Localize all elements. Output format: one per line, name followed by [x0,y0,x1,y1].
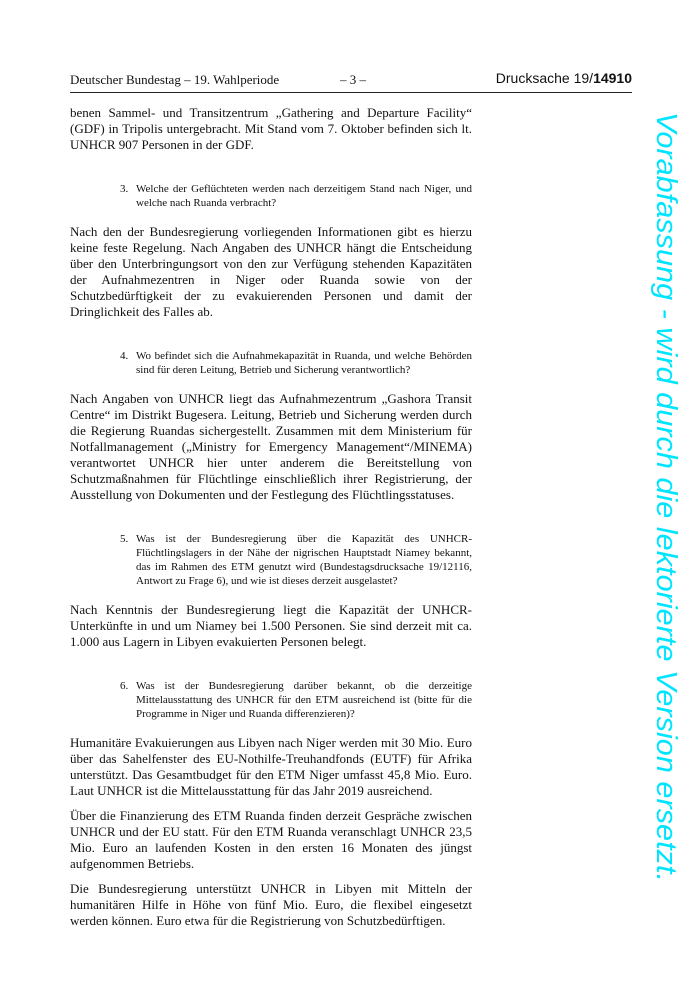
question-item [70,679,472,721]
answer-paragraph: benen Sammel- und Transitzentrum „Gathering and Departure Facility“ (GDF) in Tripolis untergebracht. Mit Stand vom 7. Oktober befinden sich lt. UNHCR 907 Personen in der GDF. [70,105,472,152]
answer-paragraph: Nach Kenntnis der Bundesregierung liegt die Kapazität der UNHCR-Unterkünfte in und um Niamey bei 1.500 Personen. Sie sind derzeit mit ca. 1.000 aus Lagern in Libyen evakuierten Personen belegt. [70,602,472,649]
question-number: 3. [120,183,129,195]
question-item [70,349,472,377]
answer-paragraph: Humanitäre Evakuierungen aus Libyen nach Niger werden mit 30 Mio. Euro über das Sahelfenster des EU-Nothilfe-Treuhandfonds (EUTF) für Afrika unterstützt. Das Gesamtbudget für den ETM Niger umfasst 45,8 Mio. Euro. Laut UNHCR ist die Mittelausstattung für das Jahr 2019 ausreichend. [70,735,472,798]
page-number: – 3 – [340,72,366,87]
question-text: Was ist der Bundesregierung darüber bekannt, ob die derzeitige Mittelausstattung des UNHCR für den ETM ausreichend ist (bitte für die Programme in Niger und Ruanda differenzieren)? [136,680,472,720]
question-item [70,182,472,210]
answer-paragraph: Nach Angaben von UNHCR liegt das Aufnahmezentrum „Gashora Transit Centre“ im Distrikt Bugesera. Leitung, Betrieb und Sicherung werden durch die Regierung Ruandas sichergestellt. Zusammen mit dem Ministerium für Notfallmanagement („Ministry for Emergency Management“/MINEMA) verantwortet UNHCR hier unter anderem die Bereitstellung von Schutzmaßnahmen für Flüchtlinge einschließlich ihrer Registrierung, der Ausstellung von Dokumenten und der Festlegung des Flüchtlingsstatuses. [70,391,472,502]
answer-paragraph: Über die Finanzierung des ETM Ruanda finden derzeit Gespräche zwischen UNHCR und der EU statt. Für den ETM Ruanda veranschlagt UNHCR 23,5 Mio. Euro an laufenden Kosten in den ersten 16 Monaten des jüngst aufgenommen Betriebs. [70,808,472,871]
answer-paragraph: Nach den der Bundesregierung vorliegenden Informationen gibt es hierzu keine feste Regelung. Nach Angaben des UNHCR hängt die Entscheidung über den Unterbringungsort von den zur Verfügung stehenden Kapazitäten der Aufnahmezentren in Niger oder Ruanda sowie von der Schutzbedürftigkeit der zu evakuierenden Personen und damit der Dringlichkeit des Falles ab. [70,224,472,319]
answer-paragraph: Die Bundesregierung unterstützt UNHCR in Libyen mit Mitteln der humanitären Hilfe in Höhe von fünf Mio. Euro, die flexibel eingesetzt werden können. Euro etwa für die Registrierung von Schutzbedürftigen. [70,881,472,928]
question-item [70,532,472,588]
question-number: 5. [120,533,129,545]
question-text: Welche der Geflüchteten werden nach derzeitigem Stand nach Niger, und welche nach Ruanda verbracht? [136,183,472,209]
document-body [70,105,472,938]
document-number-prefix: Drucksache 19/ [495,70,594,86]
watermark-svg [645,112,685,882]
document-number-value: 14910 [593,70,632,86]
question-text: Was ist der Bundesregierung über die Kapazität des UNHCR-Flüchtlingslagers in der Nähe der nigrischen Hauptstadt Niamey bekannt, das im Rahmen des ETM genutzt wird (Bundestagsdrucksache 19/12116, Antwort zu Frage 6), und wie ist dieses derzeit ausgelastet? [136,533,472,587]
draft-watermark [645,112,685,882]
question-number: 4. [120,350,129,362]
header-parliament: Deutscher Bundestag – 19. Wahlperiode [70,72,280,87]
question-number: 6. [120,680,129,692]
question-text: Wo befindet sich die Aufnahmekapazität in Ruanda, und welche Behörden sind für deren Leitung, Betrieb und Sicherung verantwortlich? [136,350,472,376]
watermark-text: Vorabfassung - wird durch die lektorierte Version ersetzt. [650,112,682,841]
page-header [70,70,632,93]
document-number [496,70,632,86]
